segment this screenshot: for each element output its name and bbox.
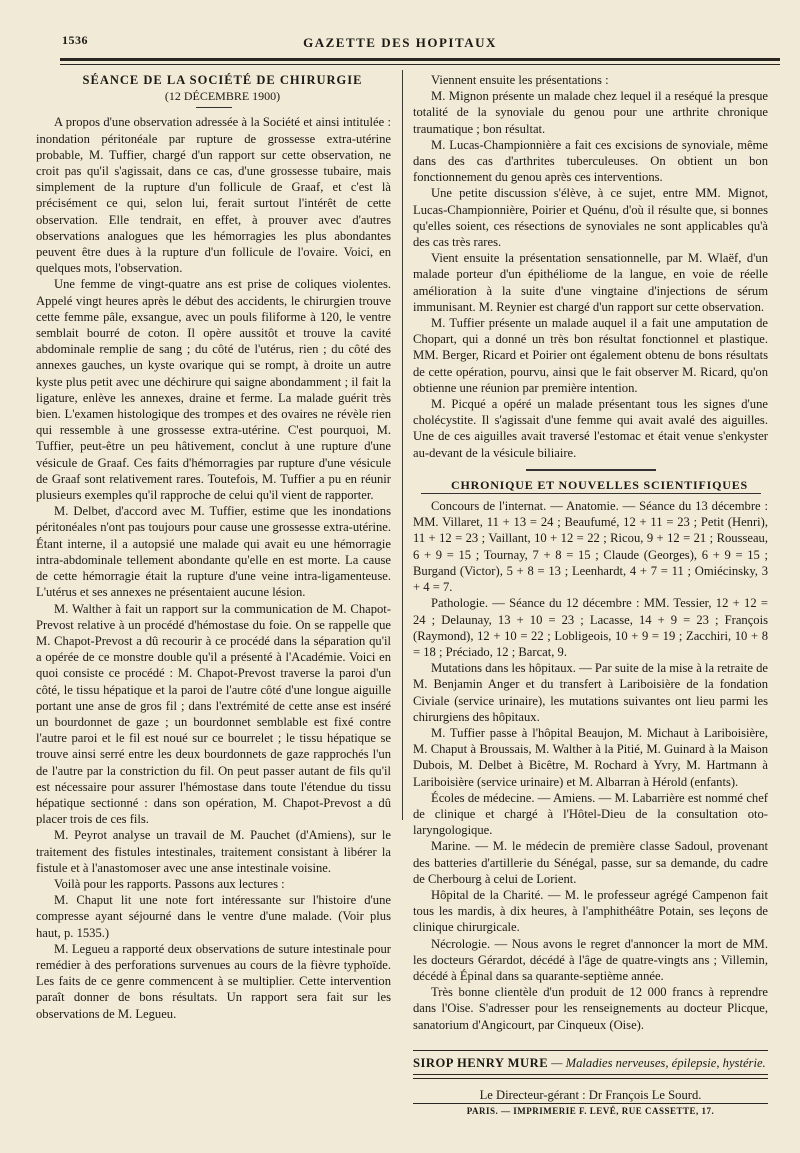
section-date: (12 DÉCEMBRE 1900) (164, 89, 281, 104)
footer-rule-top (413, 1050, 768, 1051)
advert-brand: SIROP HENRY MURE (413, 1056, 549, 1070)
footer-rule-bottom (413, 1103, 768, 1104)
paragraph-chaput: M. Chaput lit une note fort intéressante sur l'histoire d'une compresse ayant séjourné dans le ventre d'une malade. (Voir plus haut, p. 1535.) (36, 893, 391, 940)
column-divider (402, 70, 403, 820)
paragraph-discussion: Une petite discussion s'élève, à ce sujet, entre MM. Mignot, Lucas-Championnière, Poirier et Quénu, d'où il résulte que, si bonnes qu'elles soient, ces résections de synoviales ne sont applicables qu'à des cas très rares. (413, 186, 768, 250)
section-title: SÉANCE DE LA SOCIÉTÉ DE CHIRURGIE (82, 73, 363, 87)
header-rule-thick (60, 58, 780, 61)
paragraph-legueu: M. Legueu a rapporté deux observations de suture intestinale pour remédier à des perforations survenues au cours de la fièvre typhoïde. Les faits de ce genre commencent à se multiplier. Cette intervention paraît donner de bons résultats. Un rapport sera fait sur les observations de M. Legueu. (36, 941, 391, 1021)
chronicle-title: CHRONIQUE ET NOUVELLES SCIENTIFIQUES (451, 477, 748, 492)
advert-text: — Maladies nerveuses, épilepsie, hystérie. (551, 1056, 766, 1070)
left-column (36, 72, 391, 1022)
paragraph-internat-anatomie: Concours de l'internat. — Anatomie. — Séance du 13 décembre : MM. Villaret, 11 + 13 = 24 ; Beaufumé, 12 + 11 = 23 ; Petit (Henri), 11 + 12 = 23 ; Vaillant, 10 + 12 = 22 ; Ricou, 9 + 12 = 21 ; Rousseau, 6 + 9 = 15 ; Tournay, 7 + 8 = 15 ; Claude (Georges), 6 + 9 = 15 ; Burgand (Victor), 5 + 8 = 13 ; Leenhardt, 4 + 7 = 11 ; Omiécinsky, 3 + 4 = 7. (413, 499, 768, 595)
paragraph-tuffier-chopart: M. Tuffier présente un malade auquel il a fait une amputation de Chopart, qui a donné un très bon résultat fonctionnel et plastique. MM. Berger, Ricard et Poirier ont également obtenu de bons résultats de cette opération, pourvu, ainsi que le fait observer M. Ricard, qu'on obtienne une réunion par première intention. (413, 316, 768, 395)
paragraph-internat-pathologie: Pathologie. — Séance du 12 décembre : MM. Tessier, 12 + 12 = 24 ; Delaunay, 13 + 10 = 23 ; Lacasse, 14 + 9 = 23 ; François (Raymond), 12 + 10 = 22 ; Lobligeois, 10 + 9 = 19 ; Zacchiri, 10 + 8 = 18 ; Préciado, 12 ; Barcat, 9. (413, 596, 768, 659)
paragraph-walther: M. Walther à fait un rapport sur la communication de M. Chapot-Prevost relative à un procédé d'hémostase du foie. On se rappelle que M. Chapot-Prevost a dû recourir à ce procédé dans la séparation qu'il a opérée de ce monstre double qu'il a présenté à l'Académie. Voici en quoi consiste ce procédé : M. Chapot-Prevost traverse la paroi d'un côté, le tissu hépatique et la paroi de l'autre côté d'une longue aiguille portant une anse de gros fil ; dans l'extrémité de cette anse est inséré un bourdonnet de gaze ; un bourdonnet semblable est fixé contre l'autre paroi et le fil est noué sur ce bourrelet ; le tissu hépatique se trouve ainsi serré entre les deux bourdonnets de gaze rapprochés l'un de l'autre par la constriction du fil. On peut passer autant de fils qu'il est nécessaire pour assurer l'hémostase dans toute l'étendue du tissu hépatique sectionné : dans son opération, M. Chapot-Prevost a dû placer trois de ces fils. (36, 601, 391, 827)
paragraph-lectures: Voilà pour les rapports. Passons aux lectures : (54, 876, 285, 891)
paragraph-clientele: Très bonne clientèle d'un produit de 12 000 francs à reprendre dans l'Oise. S'adresser pour les renseignements au docteur Plicque, sanatorium d'Angicourt, par Cinqueux (Oise). (413, 985, 768, 1032)
paragraph-mutations: Mutations dans les hôpitaux. — Par suite de la mise à la retraite de M. Benjamin Anger et du transfert à Lariboisière de la fondation Civiale (service urinaire), les mutations suivantes ont lieu parmi les chirurgiens des hôpitaux. (413, 661, 768, 724)
paragraph-lucas-championniere: M. Lucas-Championnière a fait ces excisions de synoviale, même dans des cas d'arthrites tuberculeuses. On obtient un bon fonctionnement du genou après ces interventions. (413, 137, 768, 185)
paragraph-mignon: M. Mignon présente un malade chez lequel il a reséqué la presque totalité de la synoviale du genou pour une arthrite chronique traumatique ; bon résultat. (413, 89, 768, 136)
paragraph-wlaef: Vient ensuite la présentation sensationnelle, par M. Wlaëf, d'un malade porteur d'un épithéliome de la langue, en voie de réelle amélioration à la suite d'une vingtaine d'injections de sérum immunisant. M. Reynier est chargé d'un rapport sur cette observation. (413, 251, 768, 314)
running-title: GAZETTE DES HOPITAUX (303, 35, 497, 50)
chronicle-underline (421, 493, 761, 494)
director-line: Le Directeur-gérant : Dr François Le Sourd. (479, 1088, 702, 1102)
paragraph-presentations: Viennent ensuite les présentations : (431, 73, 609, 87)
advert-sirop (413, 1056, 768, 1071)
paragraph-tuffier-report: A propos d'une observation adressée à la Société et ainsi intitulée : inondation péritonéale par rupture de grossesse extra-utérine probable, M. Tuffier, chargé d'un rapport sur cette observation, ne croit pas qu'il s'agissait, dans ce cas, d'une grossesse tubaire, mais simplement de la rupture d'un follicule de Graaf, et c'est là précisément ce qui, selon lui, ferait surtout l'intérêt de cette observation. Elle tendrait, en effet, à prouver avec d'autres observations analogues que les hémorragies les plus abondantes peuvent être dues à la rupture d'un follicule de l'ovaire. Voici, en quelques mots, l'observation. (36, 115, 391, 276)
paragraph-necrologie: Nécrologie. — Nous avons le regret d'annoncer la mort de MM. les docteurs Gérardot, décédé à l'âge de quatre-vingts ans ; Villemin, décédé à Épinal dans sa quarante-septième année. (413, 936, 768, 983)
paragraph-picque: M. Picqué a opéré un malade présentant tous les signes d'une cholécystite. Il s'agissait d'une femme qui avait avalé des aiguilles. Une de ces aiguilles avait traversé l'estomac et était venue s'enkyster au-devant de la vésicule biliaire. (413, 397, 768, 460)
paragraph-case-description: Une femme de vingt-quatre ans est prise de coliques violentes. Appelé vingt heures après le début des accidents, le chirurgien trouve cette femme pâle, exsangue, avec un pouls filiforme à 120, le ventre semblait bourré de coton. Il opère aussitôt et trouve la cavité abdominale remplie de sang ; du côté de l'utérus, rien ; du côté des annexes gauches, un kyste ovarique qui se rompt, à droite un autre kyste plus petit avec une déchirure qui saigne abondamment ; il fait la ligature, enlève les annexes, draine et ferme. La malade guérit très bien. L'examen histologique des trompes et des ovaires ne révèle rien qui ressemble à une grossesse extra-utérine. C'est pourquoi, M. Tuffier, peut-être un peu hâtivement, conclut à une rupture d'une vésicule de Graaf. Ces faits d'hémorragies par rupture d'une vésicule de Graaf sont relativement rares. Toutefois, M. Tuffier a pu en réunir plusieurs exemples qu'il rapproche de celui qu'il vient de rapporter. (36, 277, 391, 503)
footer-rule-mid2 (413, 1078, 768, 1079)
footer-rule-mid (413, 1074, 768, 1075)
paragraph-ecoles: Écoles de médecine. — Amiens. — M. Labarrière est nommé chef de clinique et chargé à l'Hôtel-Dieu de la consultation oto-laryngologique. (413, 790, 768, 838)
header-rule-thin (60, 64, 780, 65)
ornament-rule (526, 469, 656, 471)
printer-line: PARIS. — IMPRIMERIE F. LEVÉ, RUE CASSETTE, 17. (466, 1106, 715, 1116)
right-column (413, 72, 768, 1033)
paragraph-mutations-list: M. Tuffier passe à l'hôpital Beaujon, M. Michaut à Lariboisière, M. Chaput à Broussais, M. Walther à la Pitié, M. Guinard à la Maison Dubois, M. Delbet à Bicêtre, M. Rochard à Yvry, M. Hartmann à Lariboisière (service urinaire) et M. Albarran à Hérold (enfants). (413, 725, 768, 789)
title-rule (196, 107, 232, 108)
paragraph-charite: Hôpital de la Charité. — M. le professeur agrégé Campenon fait tous les mardis, à dix heures, à l'amphithéâtre Potain, ses leçons de clinique chirurgicale. (413, 887, 768, 935)
paragraph-marine: Marine. — M. le médecin de première classe Sadoul, provenant des batteries d'artillerie du Sénégal, passe, sur sa demande, du cadre de Cherbourg à celui de Lorient. (413, 839, 768, 886)
paragraph-delbet: M. Delbet, d'accord avec M. Tuffier, estime que les inondations péritonéales n'ont pas toujours pour cause une grossesse extra-utérine. Étant interne, il a autopsié une malade qui avait eu une hémorragie intra-abdominale tellement abondante qu'elle en est morte. La cause de cette hémorragie était la rupture d'une veine intra-ligamenteuse. L'utérus et ses annexes ne présentaient aucune lésion. (36, 504, 391, 600)
page-number: 1536 (62, 33, 88, 47)
paragraph-peyrot: M. Peyrot analyse un travail de M. Pauchet (d'Amiens), sur le traitement des fistules intestinales, traitement consistant à libérer la fistule et à l'anastomoser avec une anse intestinale voisine. (36, 828, 391, 875)
